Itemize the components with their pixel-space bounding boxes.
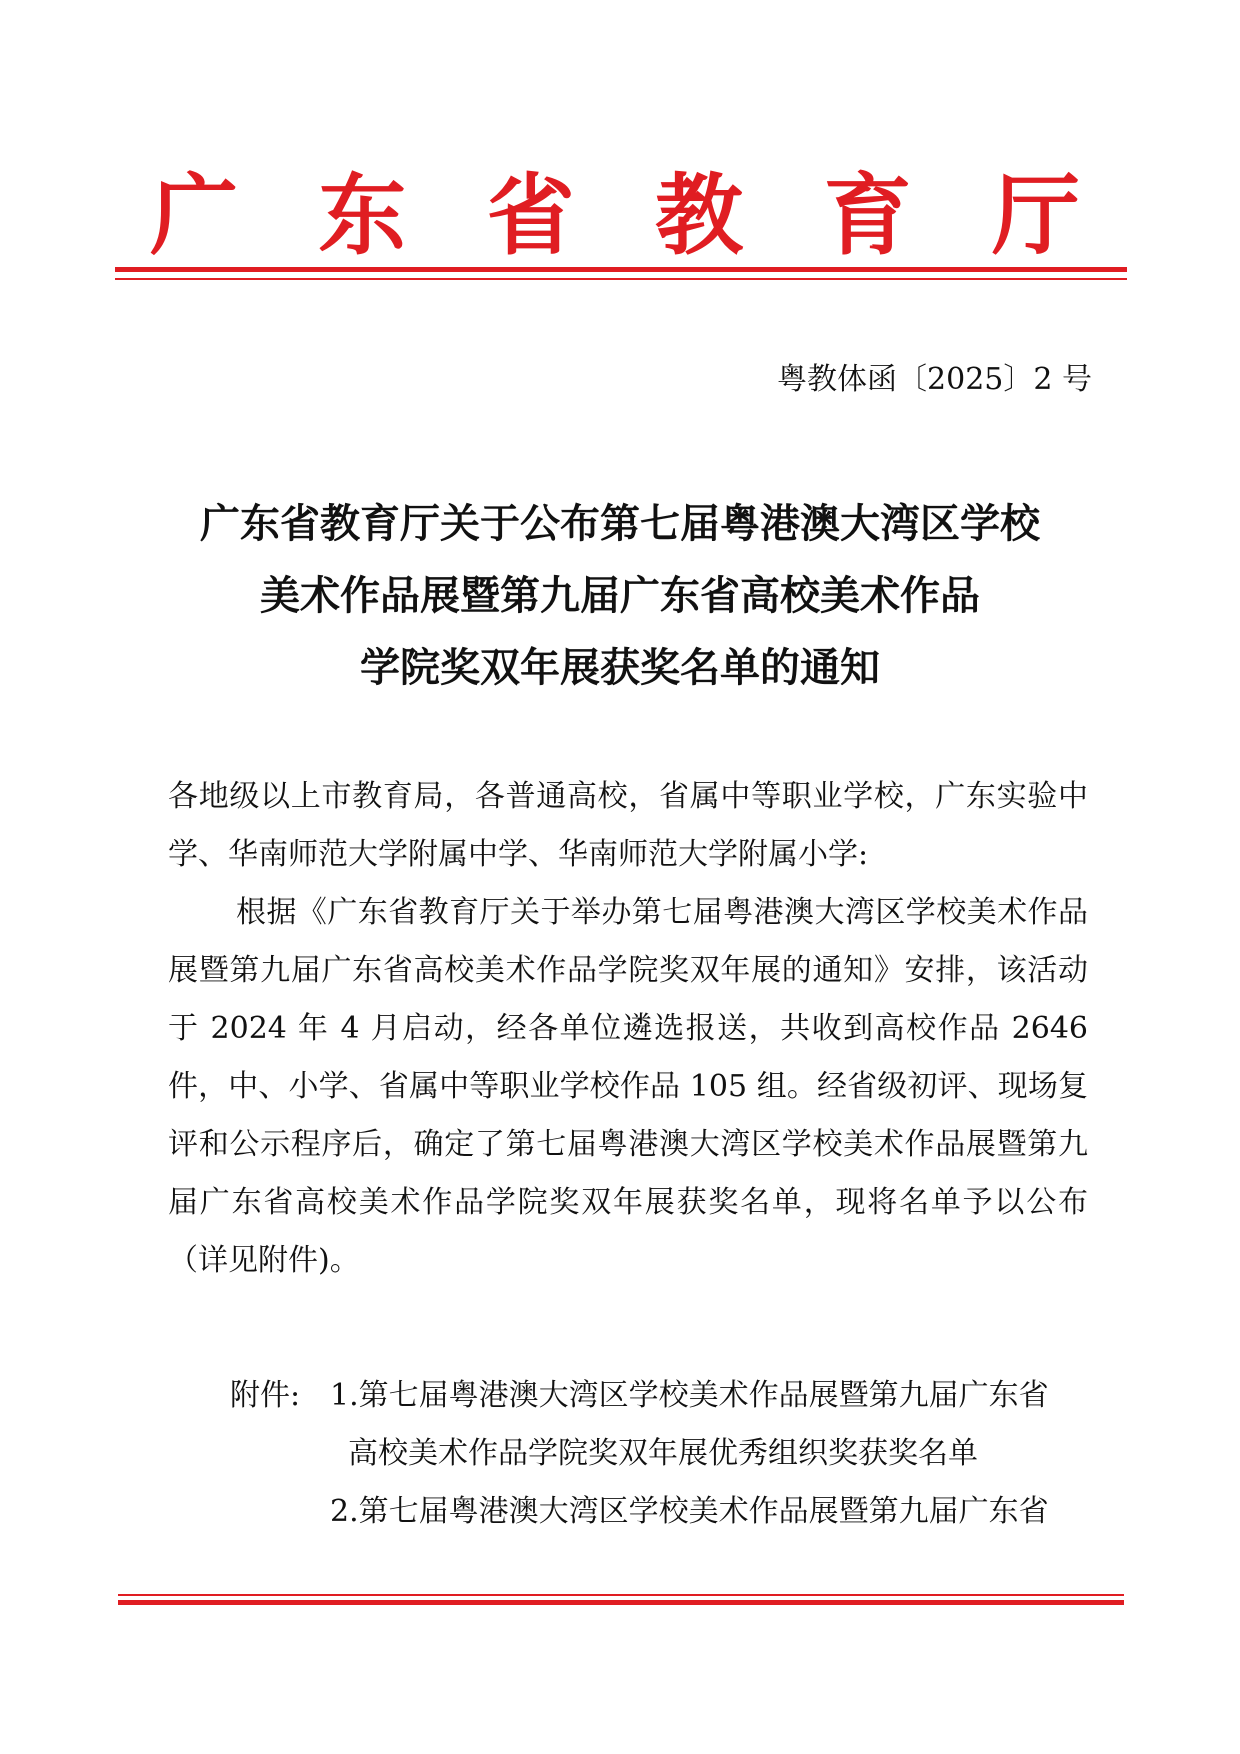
footer-divider-thick	[118, 1600, 1124, 1605]
body-paragraph: 根据《广东省教育厅关于举办第七届粤港澳大湾区学校美术作品展暨第九届广东省高校美术作品学院奖双年展的通知》安排，该活动于 2024 年 4 月启动，经各单位遴选报送，共收到高校作品 2646 件，中、小学、省属中等职业学校作品 105 组。经省级初评、现场复评和公示程序后，确定了第七届粤港澳大湾区学校美术作品展暨第九届广东省高校美术作品学院奖双年展获奖名单，现将名单予以公布（详见附件)。	[168, 895, 1088, 1278]
masthead-char: 东	[318, 162, 407, 267]
attachments-list	[330, 1367, 1110, 1541]
masthead-char: 教	[655, 162, 744, 267]
document-number: 粤教体函〔2025〕2 号	[777, 362, 1092, 397]
attachment-item	[330, 1483, 1110, 1541]
footer-divider-thin	[118, 1594, 1124, 1596]
title-line: 学院奖双年展获奖名单的通知	[360, 645, 880, 691]
masthead-char: 厅	[991, 162, 1080, 267]
document-title	[120, 488, 1120, 704]
attachments	[230, 1367, 1110, 1541]
masthead-divider-thick	[115, 267, 1127, 272]
document-body	[168, 768, 1088, 1290]
masthead-char: 育	[823, 162, 912, 267]
title-line: 广东省教育厅关于公布第七届粤港澳大湾区学校	[200, 501, 1040, 547]
attachment-line: 2.第七届粤港澳大湾区学校美术作品展暨第九届广东省	[330, 1494, 1049, 1529]
masthead	[150, 162, 1080, 267]
attachments-label: 附件:	[230, 1378, 301, 1413]
attachment-line: 1.第七届粤港澳大湾区学校美术作品展暨第九届广东省	[330, 1378, 1049, 1413]
attachment-item	[330, 1367, 1110, 1483]
masthead-char: 省	[486, 162, 575, 267]
masthead-char: 广	[150, 162, 239, 267]
recipients: 各地级以上市教育局，各普通高校，省属中等职业学校，广东实验中学、华南师范大学附属中学、华南师范大学附属小学:	[168, 779, 1088, 872]
title-line: 美术作品展暨第九届广东省高校美术作品	[260, 573, 980, 619]
attachment-line: 高校美术作品学院奖双年展优秀组织奖获奖名单	[348, 1436, 978, 1471]
masthead-divider-thin	[115, 278, 1127, 280]
